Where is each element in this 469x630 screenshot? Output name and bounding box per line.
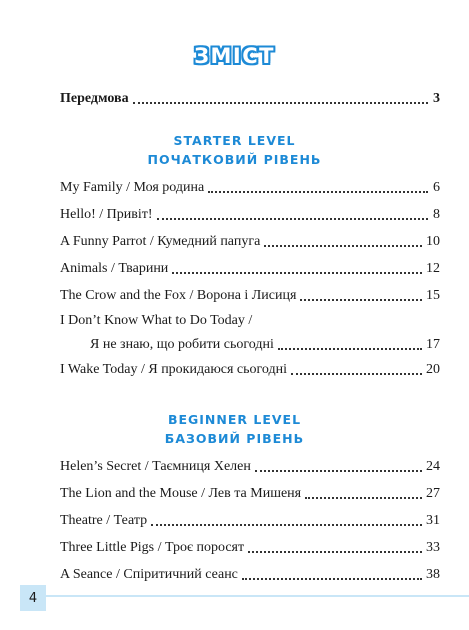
dot-leader xyxy=(248,551,422,553)
toc-entry-label: Я не знаю, що робити сьогодні xyxy=(90,337,274,352)
toc-entry-page: 20 xyxy=(426,362,440,377)
section-heading-starter-en: STARTER LEVEL xyxy=(173,133,296,148)
page-title: ЗМІСТ xyxy=(194,44,275,68)
toc-entry[interactable] xyxy=(60,202,440,224)
toc-entry[interactable] xyxy=(60,332,440,354)
dot-leader xyxy=(172,272,422,274)
toc-entry[interactable] xyxy=(60,283,440,305)
toc-entry-page: 17 xyxy=(426,337,440,352)
dot-leader xyxy=(291,373,422,375)
toc-entry-page: 33 xyxy=(426,540,440,555)
dot-leader xyxy=(208,191,428,193)
section-heading-starter-ua: ПОЧАТКОВИЙ РІВЕНЬ xyxy=(147,152,322,167)
dot-leader xyxy=(242,578,422,580)
toc-entry-label: My Family / Моя родина xyxy=(60,180,205,195)
toc-entry[interactable] xyxy=(60,454,440,476)
dot-leader xyxy=(151,524,422,526)
toc-entry-label: Helen’s Secret / Таємниця Хелен xyxy=(60,459,251,474)
toc-entry-label: The Crow and the Fox / Ворона і Лисиця xyxy=(60,288,297,303)
dot-leader xyxy=(255,470,422,472)
toc-entry-page: 15 xyxy=(426,288,440,303)
toc-entry[interactable] xyxy=(60,508,440,530)
toc-entry[interactable] xyxy=(60,535,440,557)
section-heading-beginner-ua: БАЗОВИЙ РІВЕНЬ xyxy=(164,431,305,446)
toc-entry-page: 38 xyxy=(426,567,440,582)
dot-leader xyxy=(300,299,422,301)
toc-entry-page: 31 xyxy=(426,513,440,528)
toc-entry-label: I Wake Today / Я прокидаюся сьогодні xyxy=(60,362,288,377)
page-number-badge: 4 xyxy=(20,585,46,611)
toc-entry-label: Hello! / Привіт! xyxy=(60,207,153,222)
footer-divider xyxy=(40,595,469,597)
dot-leader xyxy=(305,497,422,499)
toc-entry-label: A Seance / Спіритичний сеанс xyxy=(60,567,238,582)
dot-leader xyxy=(278,348,422,350)
toc-entry[interactable] xyxy=(60,562,440,584)
toc-entry-page: 3 xyxy=(433,91,440,106)
toc-entry-label-line1: I Don’t Know What to Do Today / xyxy=(60,313,253,328)
toc-entry[interactable] xyxy=(60,256,440,278)
toc-entry-label: Animals / Тварини xyxy=(60,261,169,276)
toc-entry[interactable] xyxy=(60,357,440,379)
toc-entry[interactable] xyxy=(60,229,440,251)
toc-entry-page: 6 xyxy=(433,180,440,195)
toc-entry-page: 10 xyxy=(426,234,440,249)
toc-entry[interactable] xyxy=(60,175,440,197)
toc-entry-page: 12 xyxy=(426,261,440,276)
toc-entry-label: Theatre / Театр xyxy=(60,513,148,528)
dot-leader xyxy=(264,245,422,247)
toc-entry-label: Передмова xyxy=(60,91,129,106)
section-heading-beginner-en: BEGINNER LEVEL xyxy=(167,412,302,427)
dot-leader xyxy=(133,102,428,104)
toc-entry-page: 24 xyxy=(426,459,440,474)
toc-entry-page: 8 xyxy=(433,207,440,222)
toc-entry[interactable] xyxy=(60,481,440,503)
toc-entry-label: A Funny Parrot / Кумедний папуга xyxy=(60,234,261,249)
toc-entry-label: The Lion and the Mouse / Лев та Мишеня xyxy=(60,486,302,501)
toc-entry-label: Three Little Pigs / Троє поросят xyxy=(60,540,245,555)
toc-entry-page: 27 xyxy=(426,486,440,501)
dot-leader xyxy=(157,218,428,220)
toc-entry-preface[interactable] xyxy=(60,86,440,108)
